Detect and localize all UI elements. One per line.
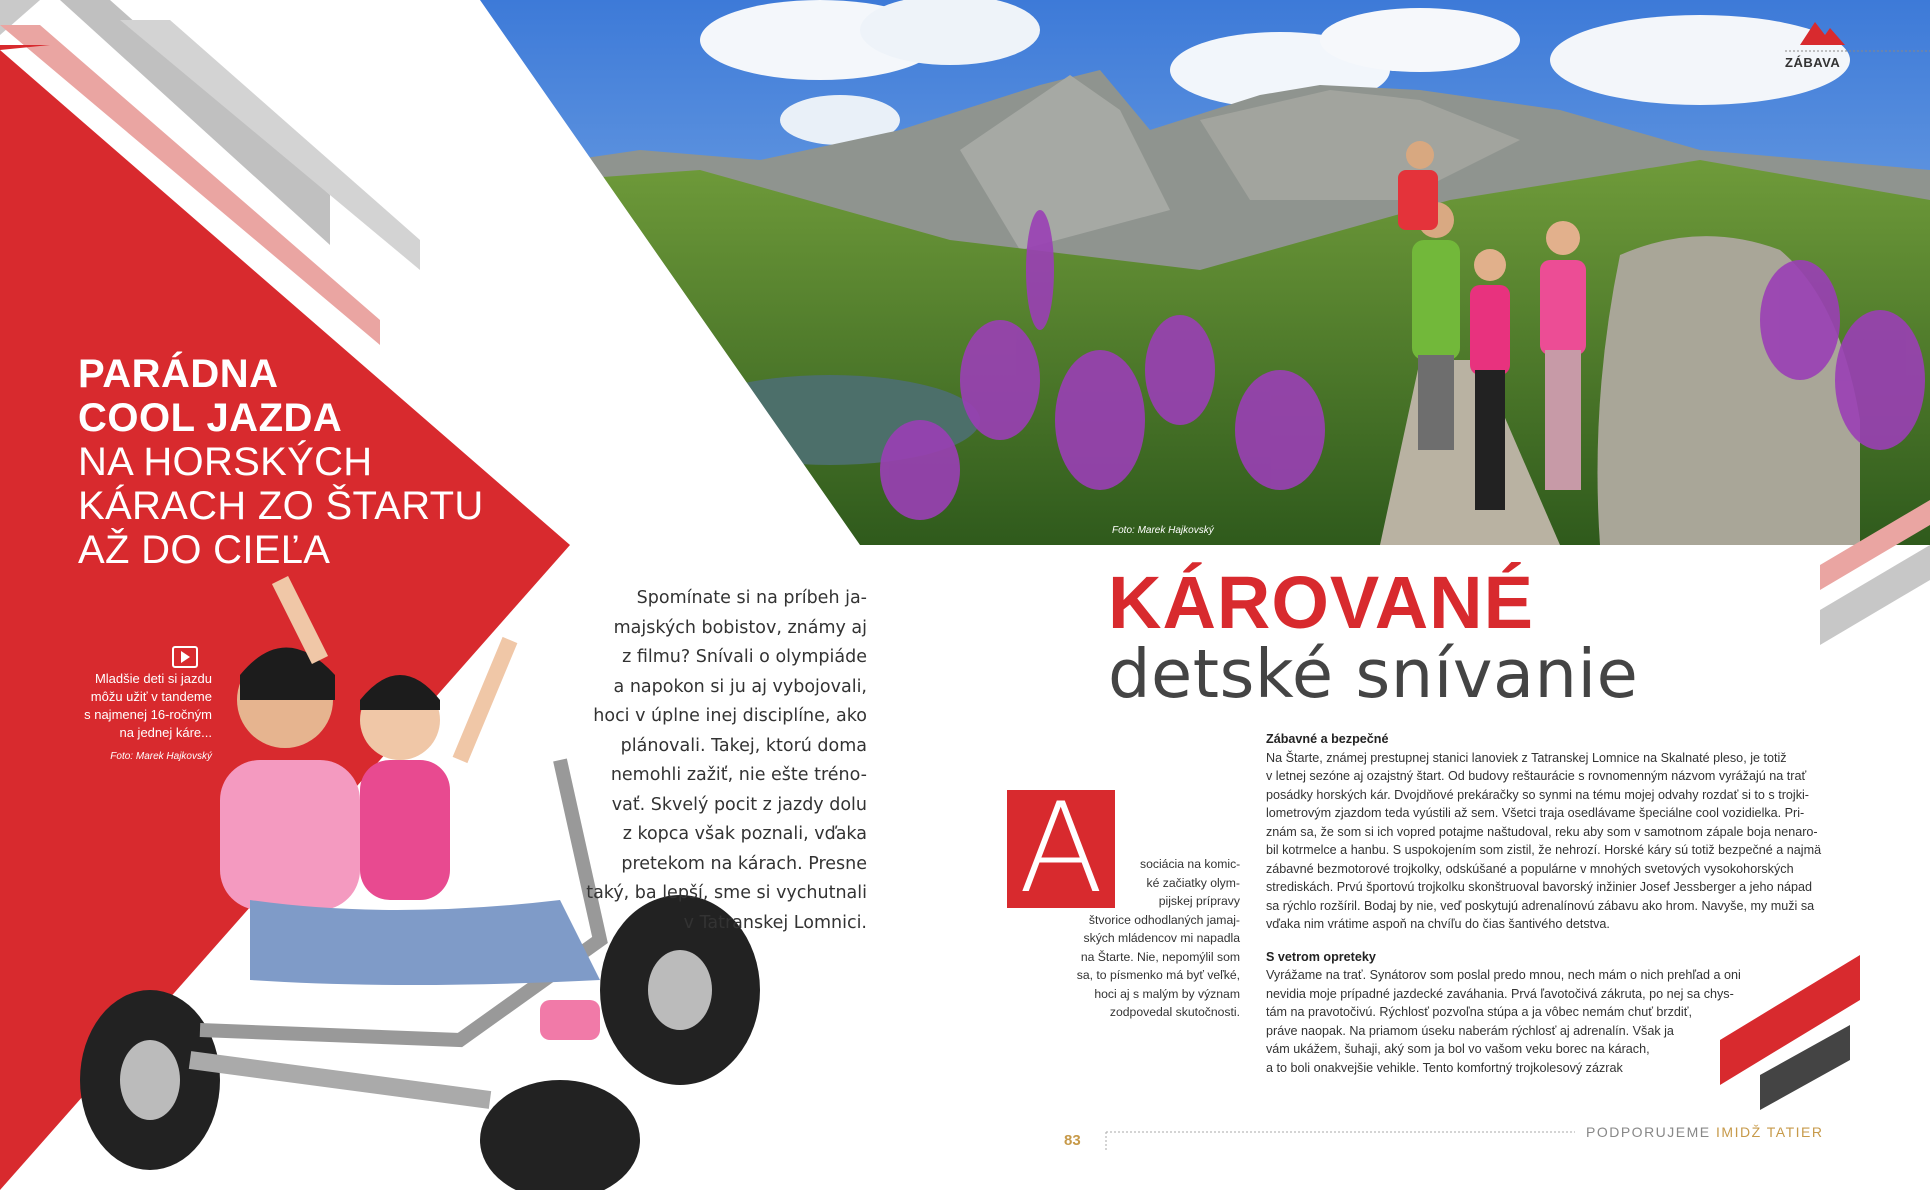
body-line: posádky horských kár. Dvojdňové prekáračky so synmi na tému mojej odvahy rozdať si to s trojki- (1266, 787, 1809, 802)
body-line: práve naopak. Na priamom úseku naberám rýchlosť aj adrenalín. Však ja (1266, 1023, 1674, 1038)
column-line: sa, to písmenko má byť veľké, (1076, 968, 1240, 982)
intro-line: plánovali. Takej, ktorú doma (620, 735, 867, 756)
body-line: a to boli onakvejšie vehikle. Tento komfortný trojkolesový zázrak (1266, 1060, 1623, 1075)
article-body (1266, 730, 1866, 1077)
intro-line: Spomínate si na príbeh ja- (636, 588, 867, 608)
intro-line: hoci v úplne inej disciplíne, ako (593, 706, 867, 726)
caption-line: Mladšie deti si jazdu (94, 671, 212, 686)
body-line: nevidia moje prípadné jazdecké zaváhania. Prvá ľavotočivá zákruta, po nej sa chys- (1266, 986, 1734, 1001)
body-line: bil kotrmelce a hanbu. S uspokojením som zistil, že nehrozí. Horské káry sú totiž bezpečné a najmä (1266, 843, 1822, 857)
article-title: KÁROVANÉ (1108, 561, 1534, 644)
body-line: Na Štarte, známej prestupnej stanici lanoviek z Tatranskej Lomnice na Skalnaté pleso, je totiž (1266, 750, 1787, 765)
caption-line: s najmenej 16-ročným (84, 707, 212, 722)
column-line: pijskej prípravy (1158, 894, 1240, 908)
section-heading: Zábavné a bezpečné (1266, 732, 1389, 746)
headline-line: KÁRACH ZO ŠTARTU (78, 484, 484, 528)
video-play-icon[interactable] (172, 646, 198, 668)
body-line: zábavné bezmotorové trojkolky, odskúšané a populárne v mnohých svetových vysokohorských (1266, 861, 1794, 876)
footer-accent-text: IMIDŽ TATIER (1716, 1124, 1824, 1140)
article-intro-column (1062, 855, 1240, 1022)
photo-credit: Foto: Marek Hajkovský (1112, 525, 1214, 536)
section-heading: S vetrom opreteky (1266, 949, 1376, 964)
headline-line: NA HORSKÝCH (78, 440, 373, 484)
caption-line: môžu užiť v tandeme (90, 689, 212, 704)
intro-paragraph (585, 584, 867, 938)
paragraph-gap (1266, 934, 1866, 948)
intro-line: pretekom na kárach. Presne (621, 853, 867, 874)
headline-line: COOL JAZDA (78, 396, 343, 440)
column-line: ských mládencov mi napadla (1083, 931, 1240, 945)
body-line: v letnej sezóne aj ozajstný štart. Od budovy reštaurácie s rovnomenným názvom vyrážajú na trať (1266, 769, 1807, 783)
headline-line: AŽ DO CIEĽA (78, 528, 331, 572)
photo-caption (40, 670, 212, 766)
caption-line: na jednej káre... (119, 725, 212, 740)
footer-text: PODPORUJEME (1586, 1124, 1717, 1140)
footer-tagline (1586, 1124, 1823, 1140)
body-line: znám sa, že som si ich vopred potajme naštudoval, reku aby som v samotnom zápale boja nenaro- (1266, 824, 1818, 839)
column-line: zodpovedal skutočnosti. (1109, 1005, 1240, 1019)
intro-line: z kopca však poznali, vďaka (622, 824, 867, 844)
intro-line: vať. Skvelý pocit z jazdy dolu (611, 794, 867, 815)
column-line: hoci aj s malým by význam (1094, 986, 1240, 1001)
body-line: Vyrážame na trať. Synátorov som poslal predo mnou, nech mám o nich prehľad a oni (1266, 968, 1741, 982)
headline-line: PARÁDNA (78, 352, 279, 396)
intro-line: taký, ba lepší, sme si vychutnali (586, 883, 867, 903)
page-number: 83 (1064, 1132, 1081, 1149)
intro-line: nemohli zažiť, nie ešte tréno- (610, 765, 867, 785)
article-subtitle: detské snívanie (1108, 635, 1639, 713)
body-line: strediskách. Prvú športovú trojkolku skonštruoval bavorský inžinier Josef Jessberger a jeho nápad (1266, 880, 1812, 894)
column-line: ké začiatky olym- (1146, 875, 1240, 890)
column-line: na Štarte. Nie, nepomýlil som (1080, 949, 1240, 964)
body-line: lometrovým zjazdom teda vyústili až sem. Všetci traja osedlávame špeciálne cool vozidielka. Pri- (1266, 806, 1805, 820)
intro-line: a napokon si ju aj vybojovali, (613, 676, 867, 697)
column-line: sociácia na komic- (1140, 857, 1241, 871)
drop-cap: A (1007, 790, 1115, 908)
section-label: ZÁBAVA (1785, 55, 1841, 70)
intro-line: z filmu? Snívali o olympiáde (622, 647, 867, 667)
body-line: vďaka nim vrátime aspoň na chvíľu do čias šantivého detstva. (1266, 917, 1610, 931)
body-line: vám ukážem, šuhaji, aký som ja bol vo vašom veku borec na kárach, (1266, 1042, 1650, 1056)
body-line: sa rýchlo rozšíril. Bodaj by nie, veď poskytujú adrenalínovú zábavu ako hrom. Navyše, my muži sa (1266, 898, 1815, 913)
caption-credit: Foto: Marek Hajkovský (110, 751, 212, 762)
column-line: štvorice odhodlaných jamaj- (1088, 912, 1240, 927)
intro-line: v Tatranskej Lomnici. (683, 912, 867, 933)
headline (78, 352, 538, 572)
intro-line: majských bobistov, známy aj (613, 617, 867, 638)
body-line: tám na pravotočivú. Rýchlosť pozvoľna stúpa a ja vôbec nemám chuť brzdiť, (1266, 1005, 1692, 1019)
